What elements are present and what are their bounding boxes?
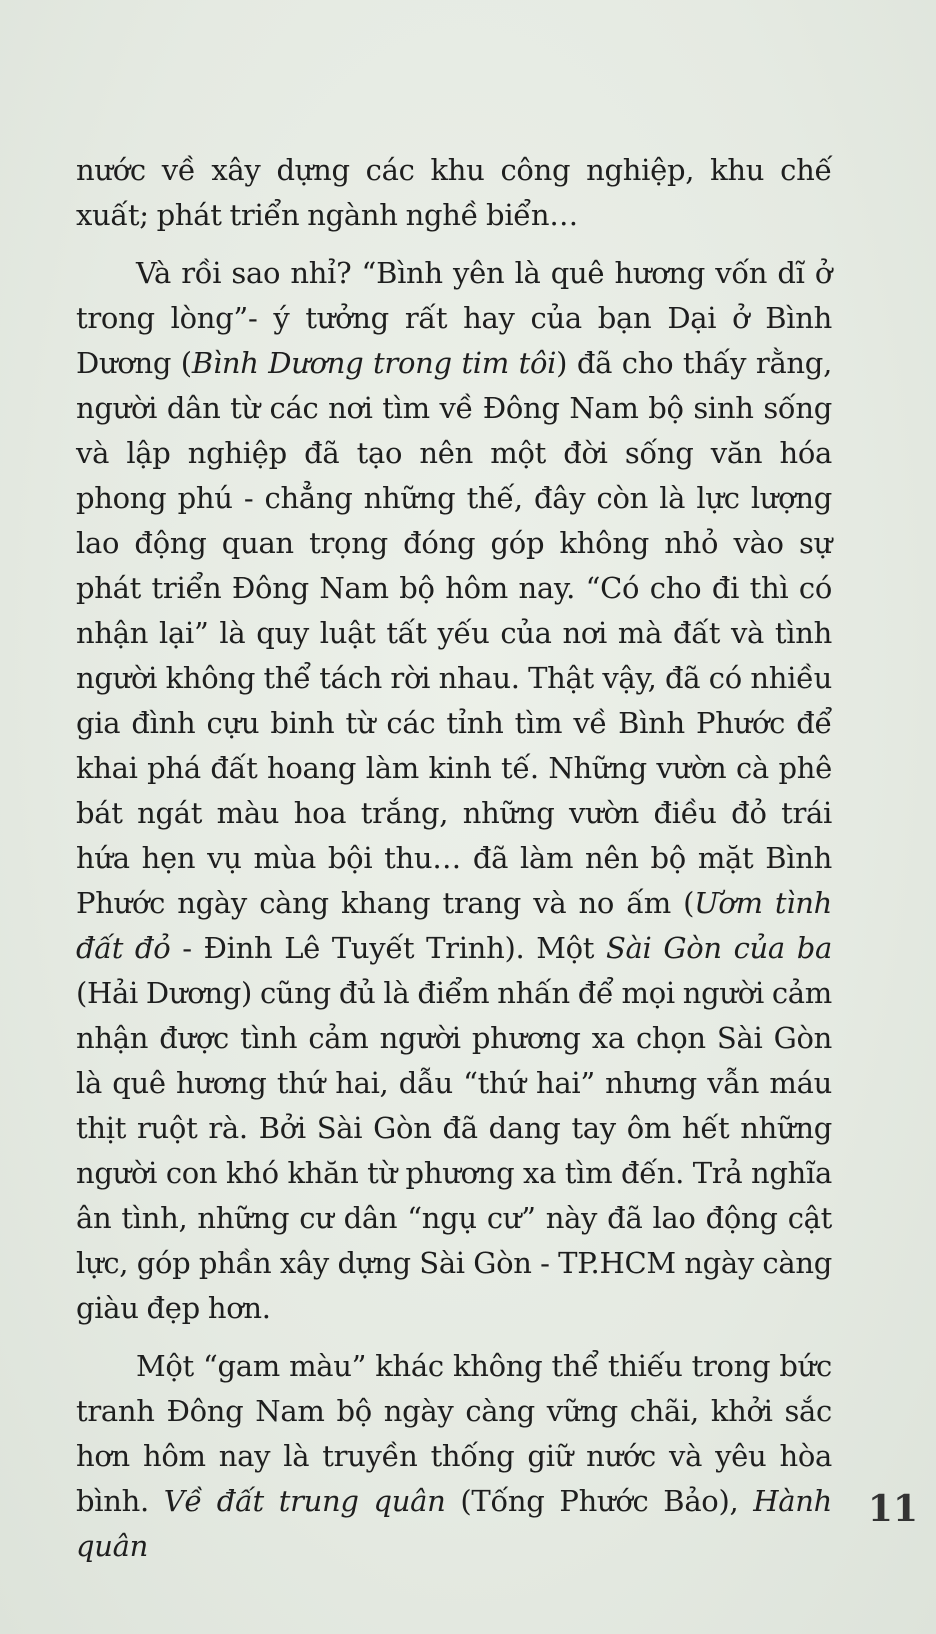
paragraph-3 <box>76 1344 832 1569</box>
paragraph-1 <box>76 148 832 238</box>
text-span: Một “gam màu” khác không thể thiếu trong bức tranh Đông Nam bộ ngày càng vững chãi, khởi sắc hơn hôm nay là truyền thống giữ nước và yêu hòa bình. <box>76 1349 832 1518</box>
text-span: Và rồi sao nhỉ? “Bình yên là quê hương vốn dĩ ở trong lòng”- ý tưởng rất hay của bạn Dại ở Bình Dương ( <box>76 256 832 380</box>
book-title: Ươm tình đất đỏ <box>76 886 832 965</box>
book-title: Hành quân <box>76 1484 832 1563</box>
text-span: (Hải Dương) cũng đủ là điểm nhấn để mọi người cảm nhận được tình cảm người phương xa chọn Sài Gòn là quê hương thứ hai, dẫu “thứ hai” nhưng vẫn máu thịt ruột rà. Bởi Sài Gòn đã dang tay ôm hết những người con khó khăn từ phương xa tìm đến. Trả nghĩa ân tình, những cư dân “ngụ cư” này đã lao động cật lực, góp phần xây dựng Sài Gòn - TP.HCM ngày càng giàu đẹp hơn. <box>76 976 832 1325</box>
book-title: Sài Gòn của ba <box>605 931 832 965</box>
text-span: (Tống Phước Bảo), <box>445 1484 754 1518</box>
book-title: Về đất trung quân <box>163 1484 446 1518</box>
page-number: 11 <box>867 1488 918 1530</box>
text-span: nước về xây dựng các khu công nghiệp, khu chế xuất; phát triển ngành nghề biển… <box>76 153 832 232</box>
text-span: ) đã cho thấy rằng, người dân từ các nơi tìm về Đông Nam bộ sinh sống và lập nghiệp đã tạo nên một đời sống văn hóa phong phú - chẳng những thế, đây còn là lực lượng lao động quan trọng đóng góp không nhỏ vào sự phát triển Đông Nam bộ hôm nay. “Có cho đi thì có nhận lại” là quy luật tất yếu của nơi mà đất và tình người không thể tách rời nhau. Thật vậy, đã có nhiều gia đình cựu binh từ các tỉnh tìm về Bình Phước để khai phá đất hoang làm kinh tế. Những vườn cà phê bát ngát màu hoa trắng, những vườn điều đỏ trái hứa hẹn vụ mùa bội thu… đã làm nên bộ mặt Bình Phước ngày càng khang trang và no ấm ( <box>76 346 832 920</box>
book-title: Bình Dương trong tim tôi <box>191 346 557 380</box>
body-text <box>76 148 832 1582</box>
text-span: - Đinh Lê Tuyết Trinh). Một <box>170 931 606 965</box>
paragraph-2 <box>76 251 832 1331</box>
